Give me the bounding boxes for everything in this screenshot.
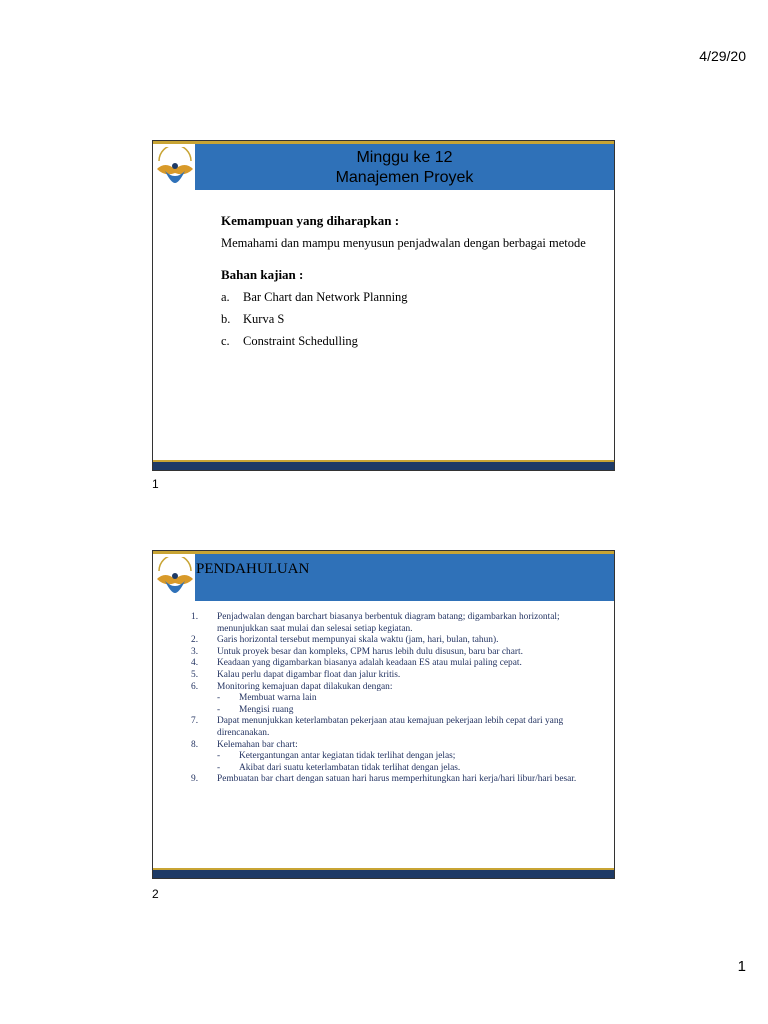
list-text: Kalau perlu dapat digambar float dan jalur kritis. [217, 669, 401, 680]
list-text: Penjadwalan dengan barchart biasanya berbentuk diagram batang; digambarkan horizontal; menunjukkan saat mulai dan selesai setiap kegiatan. [217, 612, 560, 634]
university-logo-icon [155, 147, 195, 187]
list-marker: 2. [191, 635, 199, 646]
list-item [191, 647, 601, 659]
list-text: Keadaan yang digambarkan biasanya adalah keadaan ES atau mulai paling cepat. [217, 658, 522, 669]
list-item [221, 311, 591, 327]
list-text: Dapat menunjukkan keterlambatan pekerjaan atau kemajuan pekerjaan lebih cepat dari yang direncanakan. [217, 716, 564, 738]
bottom-band [153, 460, 614, 470]
list-marker: c. [221, 334, 230, 348]
list-marker: 5. [191, 669, 199, 680]
list-text: Kelemahan bar chart: [217, 739, 298, 750]
list-marker: - [217, 762, 221, 773]
list-text: Untuk proyek besar dan kompleks, CPM harus lebih dulu disusun, baru bar chart. [217, 646, 523, 657]
list-marker: 9. [191, 774, 199, 785]
list-text: Ketergantungan antar kegiatan tidak terlihat dengan jelas; [239, 751, 456, 762]
list-marker: 7. [191, 716, 199, 727]
page-number: 1 [737, 958, 746, 975]
list-item [191, 740, 601, 752]
heading-kemampuan: Kemampuan yang diharapkan : [221, 213, 400, 228]
university-logo-icon [155, 557, 195, 597]
slide-1-number: 1 [152, 477, 159, 491]
list-text: Membuat warna lain [239, 693, 317, 704]
title-line-1: Minggu ke 12 [356, 149, 453, 166]
list-marker: 3. [191, 646, 199, 657]
list-text: Bar Chart dan Network Planning [243, 290, 408, 304]
list-marker: - [217, 751, 221, 762]
list-text: Pembuatan bar chart dengan satuan hari harus memperhitungkan hari kerja/hari libur/hari besar. [217, 774, 577, 785]
list-text: Kurva S [243, 312, 285, 326]
list-marker: - [217, 693, 221, 704]
list-text: Monitoring kemajuan dapat dilakukan dengan: [217, 681, 393, 692]
sub-list-item [191, 763, 601, 775]
slide-2 [152, 550, 615, 879]
header-date: 4/29/20 [699, 48, 746, 64]
title-line-2: Manajemen Proyek [335, 169, 474, 186]
list-marker: 1. [191, 612, 199, 622]
slide-1 [152, 140, 615, 471]
sub-list-item [191, 693, 601, 705]
slide-1-content [221, 213, 591, 355]
list-item [191, 670, 601, 682]
kemampuan-text: Memahami dan mampu menyusun penjadwalan dengan berbagai metode [221, 236, 586, 250]
list-text: Garis horizontal tersebut mempunyai skala waktu (jam, hari, bulan, tahun). [217, 635, 499, 646]
sub-list-item [191, 751, 601, 763]
list-item [191, 612, 601, 635]
list-item [191, 774, 601, 786]
list-marker: - [217, 704, 221, 715]
slide-2-list [191, 612, 601, 786]
list-item [191, 682, 601, 694]
list-text: Mengisi ruang [239, 704, 294, 715]
list-item [221, 333, 591, 349]
list-item [191, 658, 601, 670]
list-marker: a. [221, 290, 230, 304]
list-item [191, 716, 601, 739]
list-text: Constraint Schedulling [243, 334, 358, 348]
slide-2-title: PENDAHULUAN [196, 561, 310, 577]
list-marker: b. [221, 312, 231, 326]
list-marker: 8. [191, 739, 199, 750]
list-text: Akibat dari suatu keterlambatan tidak terlihat dengan jelas. [239, 762, 461, 773]
bottom-band [153, 868, 614, 878]
list-marker: 6. [191, 681, 199, 692]
list-item [221, 289, 591, 305]
list-marker: 4. [191, 658, 199, 669]
list-item [191, 635, 601, 647]
sub-list-item [191, 705, 601, 717]
heading-bahan: Bahan kajian : [221, 267, 304, 282]
slide-1-title [195, 144, 614, 190]
slide-2-number: 2 [152, 887, 159, 901]
